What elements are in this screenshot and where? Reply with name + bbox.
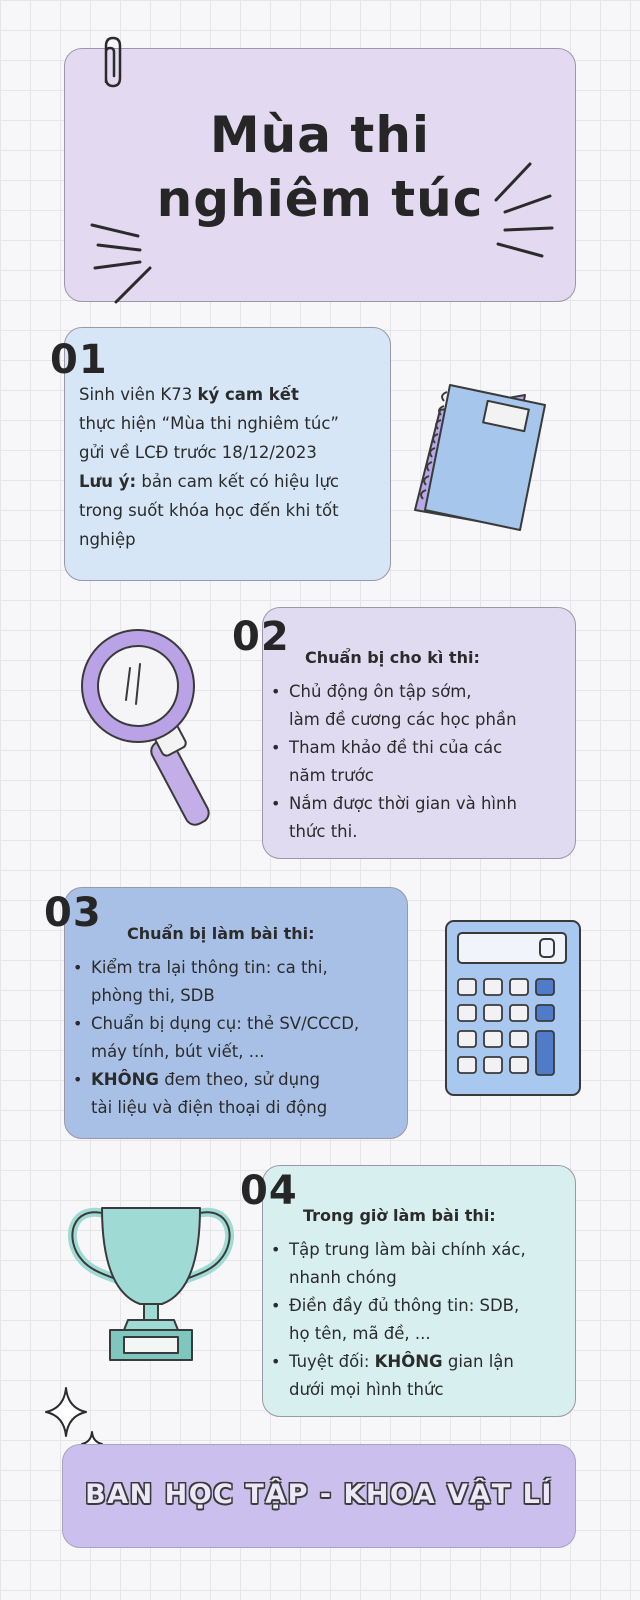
notebooks-icon: [405, 370, 575, 540]
list-item: • Chủ động ôn tập sớm, làm đề cương các học phần: [265, 678, 517, 734]
footer-label: BAN HỌC TẬP - KHOA VẬT LÍ: [85, 1479, 553, 1510]
list-item: • Kiểm tra lại thông tin: ca thi, phòng thi, SDB: [67, 954, 359, 1010]
section-2-heading: Chuẩn bị cho kì thi:: [305, 648, 480, 667]
list-item: • Điền đầy đủ thông tin: SDB, họ tên, mã đề, ...: [265, 1292, 526, 1348]
section-2-number: 02: [232, 614, 290, 660]
calculator-icon: [440, 915, 590, 1105]
title-line-2: nghiêm túc: [156, 170, 484, 228]
list-item: • Tập trung làm bài chính xác, nhanh chóng: [265, 1236, 526, 1292]
trophy-icon: [66, 1200, 236, 1390]
section-4-card: [262, 1165, 576, 1417]
section-1-number: 01: [50, 337, 108, 383]
magnifier-icon: [80, 628, 230, 838]
list-item: • Tuyệt đối: KHÔNG gian lận dưới mọi hình thức: [265, 1348, 526, 1404]
section-1-card: [64, 327, 391, 581]
section-1-text: Sinh viên K73 ký cam kết thực hiện “Mùa thi nghiêm túc” gửi về LCĐ trước 18/12/2023 Lưu ý: bản cam kết có hiệu lực trong suốt khóa học đến khi tốt nghiệp: [79, 385, 339, 549]
list-item: • KHÔNG đem theo, sử dụng tài liệu và điện thoại di động: [67, 1066, 359, 1122]
section-3-card: [64, 887, 408, 1139]
section-3-number: 03: [44, 890, 102, 936]
title-line-1: Mùa thi: [209, 106, 431, 164]
footer-card: [62, 1444, 576, 1548]
section-3-list: [67, 954, 359, 1122]
section-4-list: [265, 1236, 526, 1404]
section-4-heading: Trong giờ làm bài thi:: [303, 1206, 496, 1225]
section-3-heading: Chuẩn bị làm bài thi:: [127, 924, 315, 943]
emphasis-lines-icon: [0, 0, 640, 320]
section-2-card: [262, 607, 576, 859]
list-item: • Nắm được thời gian và hình thức thi.: [265, 790, 517, 846]
section-2-list: [265, 678, 517, 846]
list-item: • Tham khảo đề thi của các năm trước: [265, 734, 517, 790]
section-4-number: 04: [240, 1168, 298, 1214]
list-item: • Chuẩn bị dụng cụ: thẻ SV/CCCD, máy tính, bút viết, ...: [67, 1010, 359, 1066]
